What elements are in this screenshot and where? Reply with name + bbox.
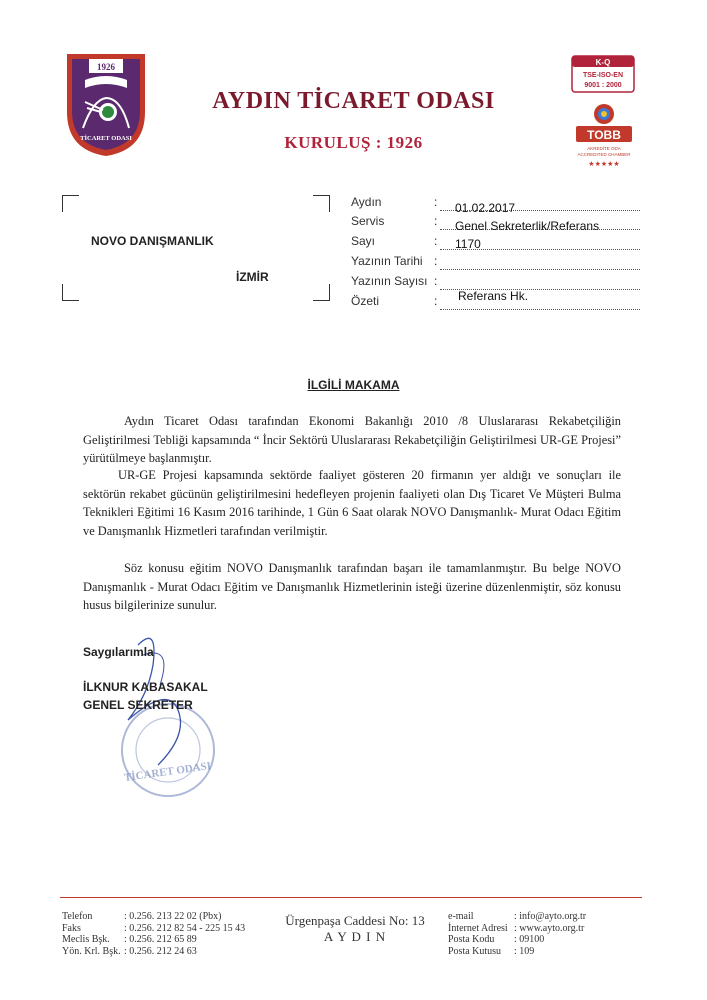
footer-value: : 0.256. 212 82 54 - 225 15 43 [124,922,246,934]
meta-line [440,259,640,270]
body-paragraph-2 [83,466,621,540]
meta-value-summary: Referans Hk. [458,289,529,303]
paragraph-text: Söz konusu eğitim NOVO Danışmanlık tarafından başarı ile tamamlanmıştır. Bu belge NOVO Danışmanlık - Murat Odacı Eğitim ve Danışmanlık Hizmetlerinin isteği üzerine düzenlenmiştir, söz konusu husus bilgilerinize sunulur. [83,561,621,612]
footer-rule [60,897,642,898]
meta-label-summary: Özeti [351,294,380,308]
footer-label: Telefon [62,911,93,922]
meta-label-letter-date: Yazının Tarihi [351,254,423,268]
svg-text:AKREDİTE ODA: AKREDİTE ODA [587,146,621,151]
svg-text:TOBB: TOBB [587,128,621,142]
address-corner-bottom-right [313,284,330,301]
recipient-name: NOVO DANIŞMANLIK [91,234,214,248]
tobb-accreditation-logo [566,100,642,170]
address-corner-top-left [62,195,79,212]
footer-value: : 0.256. 213 22 02 (Pbx) [124,911,222,922]
footer-value: : 09100 [514,934,545,945]
svg-text:K-Q: K-Q [595,58,611,67]
body-paragraph-1 [83,412,621,468]
footer-label: Posta Kutusu [448,945,502,957]
footer-label: Meclis Bşk. [62,934,110,945]
footer-label: Faks [62,922,81,934]
meta-colon: : [434,214,438,228]
meta-label-number: Sayı [351,234,376,248]
meta-colon: : [434,254,438,268]
address-corner-bottom-left [62,284,79,301]
meta-value-number: 1170 [455,237,481,251]
paragraph-text: UR-GE Projesi kapsamında sektörde faaliyet gösteren 20 firmanın yer aldığı ve sonuçları ile sektörün rekabet gücünün geliştirilmesini hedefleyen projenin faaliyeti olan Dış Ticaret Ve Müşteri Bulma Teknikleri Eğitimi 16 Kasım 2016 tarihinde, 1 Gün 6 Saat olarak NOVO Danışmanlık- Murat Odacı Eğitim ve Danışmanlık Hizmetleri tarafından verilmiştir. [83,468,621,538]
paragraph-text: Aydın Ticaret Odası tarafından Ekonomi Bakanlığı 2010 /8 Uluslararası Rekabetçiliğin Geliştirilmesi Tebliği kapsamında “ İncir Sektörü Uluslararası Rekabetçiliğin Geliştirilmesi UR-GE Projesi” yürütülmeye başlanmıştır. [83,414,621,465]
meta-label-letter-number: Yazının Sayısı [351,274,428,288]
footer-phone-list [62,911,245,957]
footer-value: : 109 [514,945,535,957]
footer-value: : 0.256. 212 24 63 [124,945,197,957]
svg-text:★★★★★: ★★★★★ [588,161,620,168]
footer-label: Posta Kodu [448,934,495,945]
closing-greeting: Saygılarımla [83,645,154,659]
meta-colon: : [434,195,438,209]
body-paragraph-3 [83,559,621,615]
svg-text:ACCREDITED CHAMBER: ACCREDITED CHAMBER [577,152,631,157]
svg-text:1926: 1926 [97,62,115,72]
footer-street: Ürgenpaşa Caddesi No: 13 [285,913,425,928]
recipient-city: İZMİR [236,270,269,284]
meta-label-date: Aydın [351,195,382,209]
founding-year: KURULUŞ : 1926 [284,133,423,152]
footer-label: e-mail [448,911,474,922]
signer-name: İLKNUR KABASAKAL [83,680,208,694]
meta-label-service: Servis [351,214,385,228]
iso-certificate-badge [571,55,635,93]
footer-contact-list [448,911,586,957]
footer-website[interactable]: : www.ayto.org.tr [514,922,585,934]
svg-text:TİCARET ODASI: TİCARET ODASI [123,759,212,785]
footer-address [270,913,440,945]
meta-value-service: Genel Sekreterlik/Referans [455,219,600,233]
footer-label: Yön. Krl. Bşk. [62,945,121,957]
footer-city: A Y D I N [323,929,387,944]
letter-heading: İLGİLİ MAKAMA [307,378,400,392]
address-corner-top-right [313,195,330,212]
meta-colon: : [434,234,438,248]
chamber-title: AYDIN TİCARET ODASI [212,88,495,114]
svg-text:TİCARET ODASI: TİCARET ODASI [80,135,132,142]
svg-text:TSE-ISO-EN: TSE-ISO-EN [582,72,624,79]
meta-colon: : [434,294,438,308]
meta-value-date: 01.02.2017 [455,201,516,215]
footer-value: : 0.256. 212 65 89 [124,934,197,945]
meta-colon: : [434,274,438,288]
footer-label: İnternet Adresi [448,922,508,934]
footer-email[interactable]: : info@ayto.org.tr [514,911,587,922]
svg-text:9001 : 2000: 9001 : 2000 [584,82,622,89]
signer-role: GENEL SEKRETER [83,698,193,712]
